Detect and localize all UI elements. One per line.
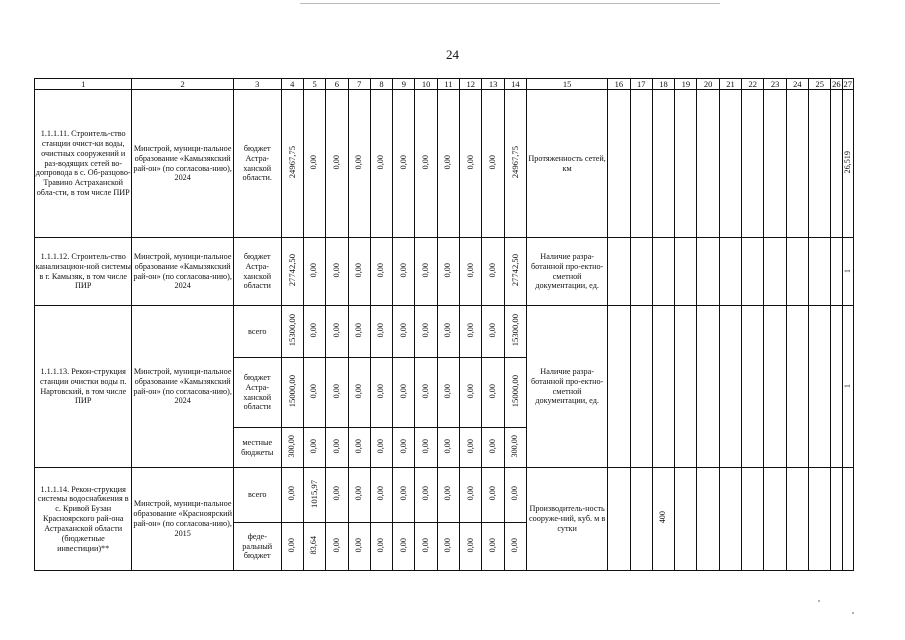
amount-value: 0,00 bbox=[487, 383, 497, 399]
amount-cell bbox=[437, 238, 459, 306]
target-value-cell bbox=[719, 90, 741, 238]
scan-top-edge-line bbox=[300, 3, 720, 4]
amount-cell bbox=[482, 468, 504, 523]
table-row bbox=[35, 306, 854, 358]
amount-cell bbox=[393, 90, 415, 238]
target-value-cell bbox=[842, 306, 854, 468]
column-number-cell: 8 bbox=[370, 79, 392, 90]
amount-value: 15000,00 bbox=[286, 374, 297, 408]
amount-value: 27742,50 bbox=[286, 253, 297, 287]
amount-value: 0,00 bbox=[331, 486, 341, 501]
column-number-cell: 4 bbox=[281, 79, 303, 90]
amount-value: 0,00 bbox=[487, 262, 497, 278]
amount-value: 0,00 bbox=[421, 322, 431, 338]
target-value-cell bbox=[697, 306, 719, 468]
funding-source-cell: местные бюджеты bbox=[233, 428, 281, 468]
amount-value: 0,00 bbox=[487, 537, 497, 553]
amount-value: 0,00 bbox=[354, 486, 364, 501]
target-value-cell bbox=[675, 468, 697, 571]
scan-speck bbox=[818, 600, 820, 602]
amount-value: 300,00 bbox=[287, 434, 297, 458]
amount-cell bbox=[281, 523, 303, 571]
column-number-cell: 11 bbox=[437, 79, 459, 90]
target-value-cell bbox=[842, 468, 854, 571]
amount-value: 0,00 bbox=[398, 322, 408, 338]
amount-value: 0,00 bbox=[354, 262, 364, 278]
amount-cell bbox=[281, 238, 303, 306]
amount-cell bbox=[370, 358, 392, 428]
target-value-cell bbox=[742, 306, 764, 468]
amount-cell bbox=[281, 306, 303, 358]
target-value-cell bbox=[719, 306, 741, 468]
column-number-cell: 23 bbox=[764, 79, 786, 90]
amount-cell bbox=[326, 523, 348, 571]
amount-value: 0,00 bbox=[331, 262, 341, 278]
page-number: 24 bbox=[446, 47, 459, 62]
amount-value: 0,00 bbox=[465, 438, 475, 454]
target-value-cell bbox=[831, 306, 842, 468]
amount-cell bbox=[415, 468, 437, 523]
amount-value: 0,00 bbox=[376, 154, 386, 170]
amount-value: 0,00 bbox=[354, 438, 364, 454]
amount-value: 0,00 bbox=[510, 486, 520, 501]
amount-cell bbox=[370, 238, 392, 306]
amount-cell bbox=[460, 90, 482, 238]
amount-cell bbox=[370, 468, 392, 523]
funding-source-cell: всего bbox=[233, 468, 281, 523]
target-value-cell bbox=[786, 238, 808, 306]
amount-cell bbox=[460, 238, 482, 306]
amount-cell bbox=[348, 306, 370, 358]
target-value-cell bbox=[742, 238, 764, 306]
target-value: 1 bbox=[842, 384, 852, 389]
target-value-cell bbox=[652, 306, 674, 468]
column-number-cell: 27 bbox=[843, 79, 852, 89]
target-value-cell bbox=[652, 238, 674, 306]
budget-table bbox=[34, 78, 854, 571]
amount-cell bbox=[348, 428, 370, 468]
activity-description-cell: 1.1.1.13. Рекон-струкция станции очистки воды п. Нартовский, в том числе ПИР bbox=[35, 306, 132, 468]
executor-cell: Минстрой, муници-пальное образование «Камызякский рай-он» (по согласова-нию), 2024 bbox=[132, 90, 233, 238]
target-value-cell bbox=[652, 468, 674, 571]
indicator-cell: Наличие разра-ботанной про-ектно-сметной документации, ед. bbox=[527, 306, 608, 468]
amount-cell bbox=[437, 428, 459, 468]
target-value-cell bbox=[675, 238, 697, 306]
target-value-cell bbox=[742, 468, 764, 571]
amount-cell bbox=[348, 468, 370, 523]
amount-value: 0,00 bbox=[443, 262, 453, 278]
amount-value: 0,00 bbox=[510, 537, 520, 553]
amount-value: 0,00 bbox=[443, 486, 453, 501]
amount-value: 0,00 bbox=[398, 537, 408, 553]
column-number-cell: 7 bbox=[348, 79, 370, 90]
amount-cell bbox=[303, 306, 325, 358]
funding-source-cell: феде-ральный бюджет bbox=[233, 523, 281, 571]
target-value-cell bbox=[630, 468, 652, 571]
funding-source-cell: бюджет Астра-ханской области. bbox=[233, 90, 281, 238]
amount-cell bbox=[393, 358, 415, 428]
amount-cell bbox=[303, 358, 325, 428]
target-value-cell bbox=[764, 468, 786, 571]
funding-source-cell: бюджет Астра-ханской области bbox=[233, 358, 281, 428]
amount-cell bbox=[482, 90, 504, 238]
amount-cell bbox=[393, 238, 415, 306]
amount-cell bbox=[482, 358, 504, 428]
amount-value: 0,00 bbox=[487, 438, 497, 454]
column-number-cell: 17 bbox=[630, 79, 652, 90]
amount-cell bbox=[482, 428, 504, 468]
column-number-cell: 5 bbox=[303, 79, 325, 90]
scan-speck bbox=[852, 612, 854, 614]
amount-cell bbox=[504, 238, 526, 306]
column-number-cell: 25 bbox=[809, 79, 831, 90]
executor-cell: Минстрой, муници-пальное образование «Камызякский рай-он» (по согласова-нию), 2024 bbox=[132, 306, 233, 468]
amount-value: 0,00 bbox=[309, 262, 319, 278]
column-number-cell: 24 bbox=[786, 79, 808, 90]
target-value-cell bbox=[831, 238, 842, 306]
amount-value: 0,00 bbox=[309, 154, 319, 170]
amount-value: 0,00 bbox=[354, 154, 364, 170]
column-number-cell: 15 bbox=[527, 79, 608, 90]
indicator-cell: Наличие разра-ботанной про-ектно-сметной документации, ед. bbox=[527, 238, 608, 306]
target-value-cell bbox=[831, 90, 842, 238]
amount-value: 0,00 bbox=[398, 383, 408, 399]
amount-cell bbox=[281, 358, 303, 428]
amount-cell bbox=[504, 428, 526, 468]
amount-cell bbox=[326, 428, 348, 468]
amount-value: 0,00 bbox=[331, 383, 341, 399]
target-value-cell bbox=[809, 238, 831, 306]
target-value-cell bbox=[764, 306, 786, 468]
amount-cell bbox=[348, 358, 370, 428]
target-value-cell bbox=[630, 238, 652, 306]
amount-cell bbox=[415, 428, 437, 468]
column-number-cell: 14 bbox=[504, 79, 526, 90]
amount-cell bbox=[370, 428, 392, 468]
amount-value: 300,00 bbox=[510, 434, 520, 458]
amount-value: 0,00 bbox=[376, 383, 386, 399]
amount-value: 0,00 bbox=[421, 154, 431, 170]
target-value-cell bbox=[786, 306, 808, 468]
amount-cell bbox=[482, 238, 504, 306]
amount-value: 0,00 bbox=[354, 322, 364, 338]
amount-value: 0,00 bbox=[309, 322, 319, 338]
amount-cell bbox=[281, 90, 303, 238]
amount-value: 0,00 bbox=[443, 537, 453, 553]
amount-cell bbox=[415, 523, 437, 571]
amount-cell bbox=[326, 238, 348, 306]
amount-cell bbox=[370, 90, 392, 238]
amount-cell bbox=[303, 468, 325, 523]
column-number-cell: 1 bbox=[35, 79, 132, 90]
target-value-cell bbox=[764, 238, 786, 306]
amount-value: 0,00 bbox=[331, 537, 341, 553]
target-value-cell bbox=[786, 90, 808, 238]
target-value-cell bbox=[608, 238, 630, 306]
amount-cell bbox=[504, 306, 526, 358]
column-number-cell: 19 bbox=[675, 79, 697, 90]
amount-value: 0,00 bbox=[309, 438, 319, 454]
column-number-cell: 26 bbox=[832, 79, 841, 89]
target-value-cell bbox=[608, 306, 630, 468]
column-number-cell: 9 bbox=[393, 79, 415, 90]
target-value-cell bbox=[697, 238, 719, 306]
target-value-cell bbox=[697, 90, 719, 238]
column-number-cell: 22 bbox=[742, 79, 764, 90]
amount-value: 15300,00 bbox=[286, 313, 297, 347]
target-value-cell bbox=[842, 90, 854, 238]
target-value-cell bbox=[809, 306, 831, 468]
amount-value: 0,00 bbox=[376, 438, 386, 454]
amount-value: 0,00 bbox=[487, 486, 497, 501]
amount-value: 1015,97 bbox=[309, 479, 320, 508]
table-row bbox=[35, 468, 854, 523]
column-number-row bbox=[35, 79, 854, 90]
amount-cell bbox=[326, 468, 348, 523]
amount-cell bbox=[504, 523, 526, 571]
amount-value: 0,00 bbox=[331, 438, 341, 454]
target-value-cell bbox=[719, 468, 741, 571]
amount-value: 0,00 bbox=[465, 537, 475, 553]
amount-cell bbox=[370, 523, 392, 571]
amount-value: 0,00 bbox=[443, 438, 453, 454]
amount-value: 27742,50 bbox=[510, 253, 521, 287]
amount-value: 0,00 bbox=[287, 537, 297, 553]
amount-cell bbox=[303, 523, 325, 571]
amount-value: 0,00 bbox=[309, 383, 319, 399]
target-value-cell bbox=[652, 90, 674, 238]
amount-value: 0,00 bbox=[465, 322, 475, 338]
amount-cell bbox=[437, 90, 459, 238]
amount-cell bbox=[460, 306, 482, 358]
amount-cell bbox=[415, 90, 437, 238]
amount-cell bbox=[326, 306, 348, 358]
amount-cell bbox=[437, 358, 459, 428]
amount-value: 0,00 bbox=[487, 154, 497, 170]
amount-cell bbox=[415, 306, 437, 358]
funding-source-cell: всего bbox=[233, 306, 281, 358]
target-value-cell bbox=[742, 90, 764, 238]
amount-cell bbox=[393, 306, 415, 358]
target-value-cell bbox=[675, 306, 697, 468]
amount-value: 24967,75 bbox=[510, 145, 521, 179]
target-value-cell bbox=[675, 90, 697, 238]
table-row bbox=[35, 90, 854, 238]
amount-cell bbox=[460, 428, 482, 468]
amount-value: 0,00 bbox=[354, 383, 364, 399]
amount-value: 0,00 bbox=[443, 322, 453, 338]
amount-value: 0,00 bbox=[465, 154, 475, 170]
column-number-cell: 3 bbox=[233, 79, 281, 90]
target-value-cell bbox=[831, 468, 842, 571]
amount-cell bbox=[348, 90, 370, 238]
target-value-cell bbox=[608, 90, 630, 238]
amount-cell bbox=[460, 358, 482, 428]
target-value: 26,519 bbox=[842, 150, 852, 174]
amount-cell bbox=[326, 90, 348, 238]
amount-value: 0,00 bbox=[465, 383, 475, 399]
funding-source-cell: бюджет Астра-ханской области bbox=[233, 238, 281, 306]
amount-value: 0,00 bbox=[376, 262, 386, 278]
amount-cell bbox=[415, 358, 437, 428]
amount-cell bbox=[437, 523, 459, 571]
amount-cell bbox=[281, 428, 303, 468]
amount-cell bbox=[348, 523, 370, 571]
column-number-cell: 20 bbox=[697, 79, 719, 90]
amount-cell bbox=[393, 523, 415, 571]
column-number-cell: 13 bbox=[482, 79, 504, 90]
amount-value: 83,64 bbox=[309, 535, 319, 555]
amount-value: 0,00 bbox=[443, 154, 453, 170]
target-value-cell bbox=[630, 306, 652, 468]
amount-cell bbox=[348, 238, 370, 306]
column-number-cell: 10 bbox=[415, 79, 437, 90]
indicator-cell: Производитель-ность сооруже-ний, куб. м в сутки bbox=[527, 468, 608, 571]
amount-value: 0,00 bbox=[354, 537, 364, 553]
amount-value: 0,00 bbox=[421, 383, 431, 399]
amount-value: 0,00 bbox=[465, 486, 475, 501]
amount-cell bbox=[460, 523, 482, 571]
amount-value: 0,00 bbox=[398, 438, 408, 454]
amount-value: 0,00 bbox=[376, 486, 386, 501]
target-value-cell bbox=[630, 90, 652, 238]
amount-value: 0,00 bbox=[398, 262, 408, 278]
target-value-cell bbox=[842, 238, 854, 306]
amount-value: 0,00 bbox=[421, 537, 431, 553]
amount-value: 0,00 bbox=[487, 322, 497, 338]
amount-cell bbox=[303, 428, 325, 468]
amount-value: 0,00 bbox=[287, 486, 297, 501]
target-value-cell bbox=[809, 468, 831, 571]
amount-value: 15000,00 bbox=[510, 374, 521, 408]
amount-cell bbox=[504, 468, 526, 523]
amount-value: 0,00 bbox=[465, 262, 475, 278]
column-number-cell: 2 bbox=[132, 79, 233, 90]
amount-cell bbox=[370, 306, 392, 358]
amount-value: 0,00 bbox=[398, 154, 408, 170]
amount-value: 0,00 bbox=[421, 486, 431, 501]
column-number-cell: 18 bbox=[652, 79, 674, 90]
amount-cell bbox=[504, 358, 526, 428]
target-value-cell bbox=[786, 468, 808, 571]
column-number-cell: 6 bbox=[326, 79, 348, 90]
amount-value: 0,00 bbox=[443, 383, 453, 399]
target-value-cell bbox=[697, 468, 719, 571]
amount-cell bbox=[504, 90, 526, 238]
amount-value: 24967,75 bbox=[286, 145, 297, 179]
amount-cell bbox=[281, 468, 303, 523]
indicator-cell: Протяженность сетей, км bbox=[527, 90, 608, 238]
target-value-cell bbox=[719, 238, 741, 306]
amount-cell bbox=[437, 468, 459, 523]
amount-cell bbox=[482, 523, 504, 571]
amount-value: 0,00 bbox=[376, 537, 386, 553]
target-value-cell bbox=[764, 90, 786, 238]
amount-value: 0,00 bbox=[398, 486, 408, 501]
amount-value: 0,00 bbox=[421, 438, 431, 454]
target-value: 1 bbox=[842, 269, 852, 274]
amount-value: 0,00 bbox=[421, 262, 431, 278]
target-value-cell bbox=[608, 468, 630, 571]
amount-value: 0,00 bbox=[331, 154, 341, 170]
activity-description-cell: 1.1.1.14. Рекон-струкция системы водоснабжения в с. Кривой Бузан Красноярского рай-она Астраханской области (бюджетные инвестиции)** bbox=[35, 468, 132, 571]
amount-cell bbox=[393, 468, 415, 523]
column-number-cell: 12 bbox=[460, 79, 482, 90]
column-number-cell: 21 bbox=[719, 79, 741, 90]
amount-cell bbox=[303, 90, 325, 238]
amount-cell bbox=[393, 428, 415, 468]
amount-value: 0,00 bbox=[331, 322, 341, 338]
activity-description-cell: 1.1.1.12. Строитель-ство канализацион-ной системы в г. Камызяк, в том числе ПИР bbox=[35, 238, 132, 306]
amount-cell bbox=[326, 358, 348, 428]
amount-cell bbox=[437, 306, 459, 358]
amount-value: 0,00 bbox=[376, 322, 386, 338]
amount-cell bbox=[482, 306, 504, 358]
target-value-cell bbox=[809, 90, 831, 238]
amount-cell bbox=[415, 238, 437, 306]
column-number-cell: 16 bbox=[608, 79, 630, 90]
executor-cell: Минстрой, муници-пальное образование «Камызякский рай-он» (по согласова-нию), 2024 bbox=[132, 238, 233, 306]
amount-value: 15300,00 bbox=[510, 313, 521, 347]
amount-cell bbox=[460, 468, 482, 523]
target-value: 400 bbox=[658, 511, 668, 524]
table-row bbox=[35, 238, 854, 306]
activity-description-cell: 1.1.1.11. Строитель-ство станции очист-ки воды, очистных сооружений и раз-водящих сетей во-допровода в с. Об-разцово-Травино Астраханской обла-сти, в том числе ПИР bbox=[35, 90, 132, 238]
executor-cell: Минстрой, муници-пальное образование «Красноярский рай-он» (по согласова-нию), 2015 bbox=[132, 468, 233, 571]
amount-cell bbox=[303, 238, 325, 306]
